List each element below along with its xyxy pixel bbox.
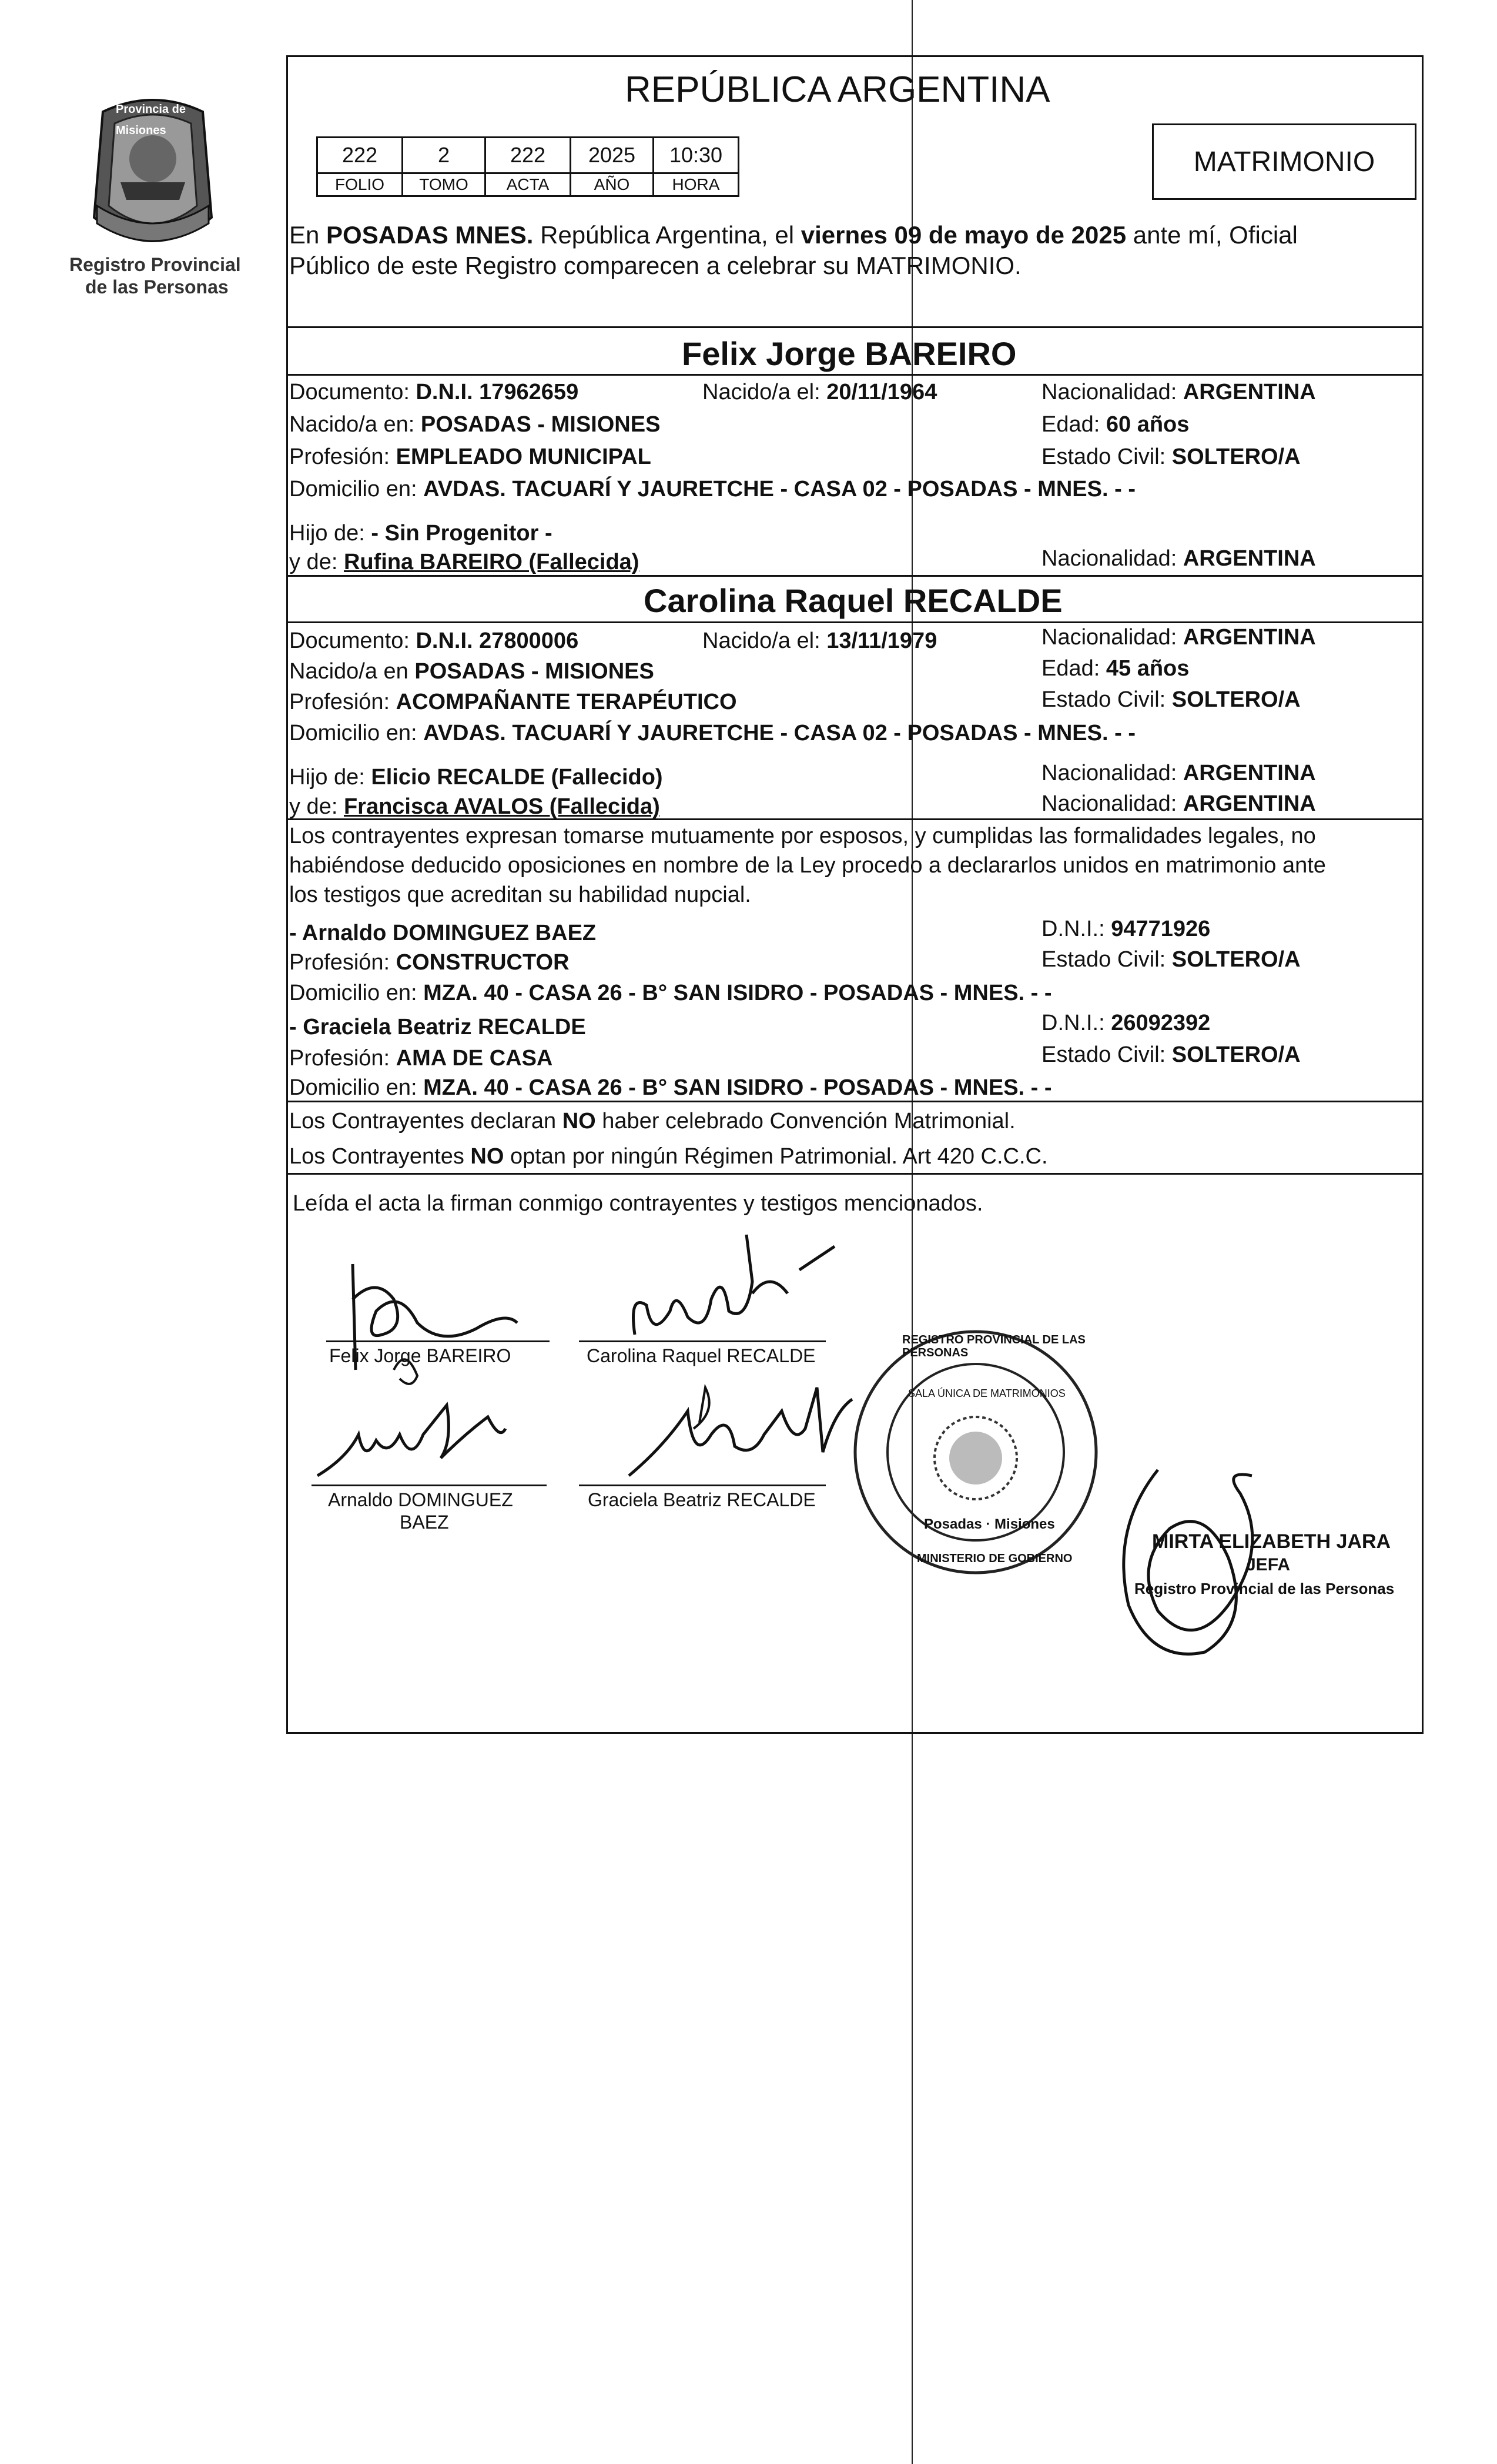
text: Los Contrayentes declaran [289,1109,562,1134]
intro-line-1 [289,222,1298,248]
label: Nacido/a el: [702,628,827,653]
intro-text: República Argentina, el [533,221,801,249]
label: Domicilio en: [289,721,424,745]
witness1-dni [1041,916,1210,942]
value: AVDAS. TACUARÍ Y JAURETCHE - CASA 02 - POSADAS - MNES. - - [423,477,1136,502]
label: Estado Civil: [1041,947,1172,972]
divider [286,326,1424,328]
value: POSADAS - MISIONES [414,659,654,684]
signature-name-1: Felix Jorge BAREIRO [329,1345,511,1366]
value: ARGENTINA [1183,761,1316,785]
spouse1-address [289,476,1136,502]
official-org: Registro Provincial de las Personas [1134,1580,1395,1597]
value: 26092392 [1111,1011,1211,1035]
folio-value: 222 [317,138,403,173]
signature-line-1 [326,1340,550,1342]
value: SOLTERO/A [1171,1042,1301,1067]
value: 94771926 [1111,917,1211,941]
value: ARGENTINA [1183,546,1316,571]
intro-date: viernes 09 de mayo de 2025 [801,221,1127,249]
text: NO [562,1109,596,1134]
signature-name-3b: BAEZ [400,1512,449,1533]
intro-place: POSADAS MNES. [326,221,534,249]
text: NO [470,1144,504,1169]
label: D.N.I.: [1041,1011,1111,1035]
spouse2-document [289,628,578,654]
label: y de: [289,550,344,574]
spouse2-civil-status [1041,687,1301,713]
spouse1-birthplace [289,412,660,437]
spouse1-document [289,379,578,405]
intro-text: En [289,221,327,249]
witness2-profession [289,1045,552,1071]
signature-line-2 [579,1340,826,1342]
province-logo [79,88,226,265]
hora-value: 10:30 [654,138,739,173]
witness2-dni [1041,1010,1210,1036]
value: 45 años [1106,656,1190,681]
signature-name-4: Graciela Beatriz RECALDE [588,1489,816,1510]
signature-scribble-2 [611,1223,858,1352]
divider [286,1101,1424,1102]
spouse2-birthdate [702,628,937,654]
declaration-line-2: habiéndose deducido oposiciones en nombre de la Ley procedo a declararlos unidos en matrimonio ante [289,853,1326,878]
divider [286,621,1424,623]
convention-line-2 [289,1144,1048,1169]
signature-scribble-4 [617,1376,864,1493]
label: Nacionalidad: [1041,791,1183,816]
divider [286,374,1424,376]
folio-label: FOLIO [317,173,403,196]
seal-ministry-text: MINISTERIO DE GOBIERNO [917,1552,1073,1565]
label: D.N.I.: [1041,917,1111,941]
convention-line-1 [289,1108,1016,1134]
spouse1-profession [289,444,651,470]
label: Edad: [1041,412,1106,437]
label: Profesión: [289,1046,396,1071]
record-meta-table [316,136,739,197]
value: D.N.I. 17962659 [416,380,579,404]
hora-label: HORA [654,173,739,196]
spouse2-name: Carolina Raquel RECALDE [644,582,1063,619]
value: - Sin Progenitor - [371,521,552,546]
value: 13/11/1979 [826,628,937,653]
text: optan por ningún Régimen Patrimonial. Art 420 C.C.C. [504,1144,1048,1169]
tomo-value: 2 [403,138,485,173]
seal-inner-text: SALA ÚNICA DE MATRIMONIOS [908,1388,1066,1399]
signature-name-3a: Arnaldo DOMINGUEZ [328,1489,513,1510]
spouse1-civil-status [1041,444,1301,470]
signature-scribble-3 [312,1393,523,1487]
value: SOLTERO/A [1171,444,1301,469]
spouse2-mother-nationality [1041,791,1316,817]
text: Los Contrayentes [289,1144,471,1169]
witness2-civil-status [1041,1042,1301,1068]
spouse1-name: Felix Jorge BAREIRO [682,335,1017,372]
value: Francisca AVALOS (Fallecida) [343,794,660,819]
record-type: MATRIMONIO [1193,146,1375,178]
signature-line-4 [579,1485,826,1486]
value: Elicio RECALDE (Fallecido) [371,765,663,790]
label: Nacido/a en: [289,412,421,437]
official-seal [846,1323,1105,1582]
tomo-label: TOMO [403,173,485,196]
seal-outer-text: REGISTRO PROVINCIAL DE LAS PERSONAS [902,1333,1086,1359]
registry-name-line1: Registro Provincial [69,254,241,275]
value: CONSTRUCTOR [396,950,570,975]
divider [286,575,1424,577]
witness2-name: - Graciela Beatriz RECALDE [289,1015,586,1039]
official-role: JEFA [1246,1555,1291,1574]
value: SOLTERO/A [1171,947,1301,972]
text: haber celebrado Convención Matrimonial. [595,1109,1016,1134]
anio-label: AÑO [571,173,654,196]
intro-text: ante mí, Oficial [1126,221,1298,249]
seal-bottom-text: Posadas · Misiones [924,1516,1055,1532]
value: EMPLEADO MUNICIPAL [396,444,651,469]
spouse1-birthdate [702,379,937,405]
value: POSADAS - MISIONES [420,412,661,437]
label: Documento: [289,380,416,404]
spouse1-father [289,520,552,546]
label: Nacido/a el: [702,380,827,404]
label: Hijo de: [289,765,371,790]
spouse1-age [1041,412,1189,437]
witness2-address [289,1075,1052,1101]
intro-line-2: Público de este Registro comparecen a celebrar su MATRIMONIO. [289,252,1022,279]
witness1-profession [289,950,570,975]
registry-seal-icon [846,1323,1105,1582]
witness1-address [289,980,1052,1006]
spouse2-father-nationality [1041,760,1316,786]
label: Domicilio en: [289,477,424,502]
spouse2-nationality [1041,624,1316,650]
declaration-line-1: Los contrayentes expresan tomarse mutuamente por esposos, y cumplidas las formalidades legales, no [289,824,1316,848]
label: Nacido/a en [289,659,415,684]
value: 60 años [1106,412,1190,437]
label: Nacionalidad: [1041,546,1183,571]
value: ARGENTINA [1183,380,1316,404]
label: Estado Civil: [1041,687,1172,712]
anio-value: 2025 [571,138,654,173]
label: Nacionalidad: [1041,761,1183,785]
spouse2-father [289,764,663,790]
value: ARGENTINA [1183,625,1316,650]
country-title: REPÚBLICA ARGENTINA [625,69,1050,110]
spouse1-nationality [1041,379,1316,405]
spouse2-mother [289,794,660,820]
spouse2-profession [289,689,737,715]
signature-line-3 [312,1485,547,1486]
label: Domicilio en: [289,981,424,1005]
value: AVDAS. TACUARÍ Y JAURETCHE - CASA 02 - POSADAS - MNES. - - [423,721,1136,745]
acta-value: 222 [485,138,571,173]
value: ACOMPAÑANTE TERAPÉUTICO [396,690,737,714]
acta-label: ACTA [485,173,571,196]
value: ARGENTINA [1183,791,1316,816]
label: Nacionalidad: [1041,380,1183,404]
signature-name-2: Carolina Raquel RECALDE [587,1345,816,1366]
label: Hijo de: [289,521,371,546]
logo-text: Provincia de Misiones [116,103,186,137]
label: Profesión: [289,444,396,469]
value: AMA DE CASA [396,1046,553,1071]
divider [286,1173,1424,1175]
label: Documento: [289,628,416,653]
signature-scribble-1 [329,1252,541,1393]
label: Profesión: [289,690,396,714]
label: Edad: [1041,656,1106,681]
label: Domicilio en: [289,1075,424,1100]
value: Rufina BAREIRO (Fallecida) [343,550,639,574]
value: 20/11/1964 [826,380,937,404]
closing-statement: Leída el acta la firman conmigo contrayentes y testigos mencionados. [293,1191,983,1216]
spouse2-address [289,720,1136,746]
declaration-line-3: los testigos que acreditan su habilidad nupcial. [289,882,751,907]
spouse1-mother [289,549,639,575]
registry-name-line2: de las Personas [85,276,229,297]
value: MZA. 40 - CASA 26 - B° SAN ISIDRO - POSADAS - MNES. - - [423,1075,1052,1100]
label: Profesión: [289,950,396,975]
label: y de: [289,794,344,819]
label: Nacionalidad: [1041,625,1183,650]
divider [286,818,1424,820]
spouse2-birthplace [289,658,654,684]
label: Estado Civil: [1041,444,1172,469]
value: SOLTERO/A [1171,687,1301,712]
spouse1-mother-nationality [1041,546,1316,571]
value: MZA. 40 - CASA 26 - B° SAN ISIDRO - POSADAS - MNES. - - [423,981,1052,1005]
official-name: MIRTA ELIZABETH JARA [1152,1530,1391,1553]
label: Estado Civil: [1041,1042,1172,1067]
witness1-name: - Arnaldo DOMINGUEZ BAEZ [289,921,597,945]
spouse2-age [1041,656,1189,681]
value: D.N.I. 27800006 [416,628,579,653]
witness1-civil-status [1041,947,1301,972]
record-type-box [1152,123,1416,200]
